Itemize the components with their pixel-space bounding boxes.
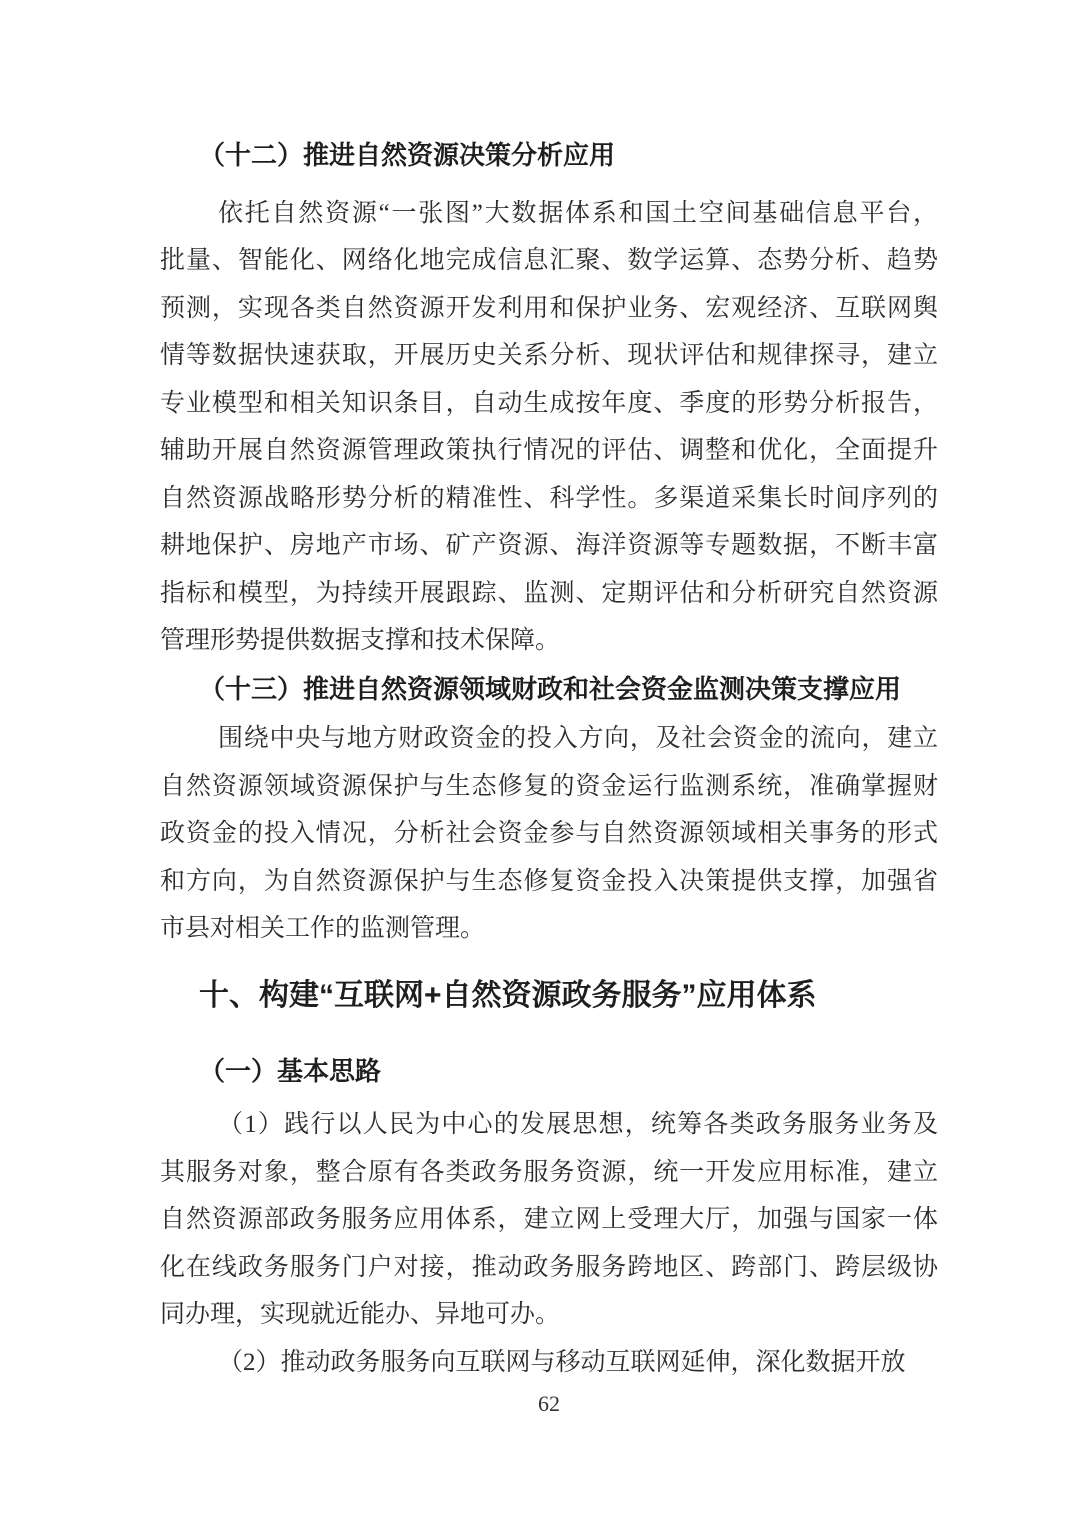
text-line: 自然资源战略形势分析的精准性、科学性。多渠道采集长时间序列的 xyxy=(160,484,938,512)
text-line: 和方向，为自然资源保护与生态修复资金投入决策提供支撑，加强省 xyxy=(160,867,938,895)
text-line: 辅助开展自然资源管理政策执行情况的评估、调整和优化，全面提升 xyxy=(160,437,938,464)
paragraph-basic-idea-2 xyxy=(160,1339,938,1387)
text-line: 市县对相关工作的监测管理。 xyxy=(160,915,486,942)
text-line: 同办理，实现就近能办、异地可办。 xyxy=(160,1301,561,1328)
text-line: 专业模型和相关知识条目，自动生成按年度、季度的形势分析报告， xyxy=(160,389,938,417)
text-line: 管理形势提供数据支撑和技术保障。 xyxy=(160,627,561,654)
text-line: 政资金的投入情况，分析社会资金参与自然资源领域相关事务的形式 xyxy=(160,820,938,847)
text-line: （1）践行以人民为中心的发展思想，统筹各类政务服务业务及 xyxy=(218,1111,938,1138)
text-line: 化在线政务服务门户对接，推动政务服务跨地区、跨部门、跨层级协 xyxy=(160,1253,938,1281)
text-line: 批量、智能化、网络化地完成信息汇聚、数学运算、态势分析、趋势 xyxy=(160,247,938,274)
page-content xyxy=(160,132,938,1386)
text-line: 自然资源领域资源保护与生态修复的资金运行监测系统，准确掌握财 xyxy=(160,772,938,800)
page-number: 62 xyxy=(538,1391,560,1416)
text-line: （2）推动政务服务向互联网与移动互联网延伸，深化数据开放 xyxy=(218,1348,906,1376)
section-heading-1-basic-ideas: （一）基本思路 xyxy=(199,1055,382,1086)
text-line: 其服务对象，整合原有各类政务服务资源，统一开发应用标准，建立 xyxy=(160,1158,938,1186)
paragraph-fund-monitoring xyxy=(160,715,938,953)
section-heading-13: （十三）推进自然资源领域财政和社会资金监测决策支撑应用 xyxy=(199,673,902,704)
text-line: 依托自然资源“一张图”大数据体系和国土空间基础信息平台， xyxy=(218,199,938,227)
text-line: 情等数据快速获取，开展历史关系分析、现状评估和规律探寻，建立 xyxy=(160,342,938,369)
text-line: 指标和模型，为持续开展跟踪、监测、定期评估和分析研究自然资源 xyxy=(160,579,938,607)
text-line: 耕地保护、房地产市场、矿产资源、海洋资源等专题数据，不断丰富 xyxy=(160,532,938,559)
section-heading-12: （十二）推进自然资源决策分析应用 xyxy=(199,140,616,170)
paragraph-basic-idea-1 xyxy=(160,1101,938,1339)
text-line: 围绕中央与地方财政资金的投入方向，及社会资金的流向，建立 xyxy=(218,725,938,752)
text-line: 预测，实现各类自然资源开发利用和保护业务、宏观经济、互联网舆 xyxy=(160,294,938,322)
chapter-heading-10: 十、构建“互联网+自然资源政务服务”应用体系 xyxy=(199,978,817,1012)
text-line: 自然资源部政务服务应用体系，建立网上受理大厅，加强与国家一体 xyxy=(160,1206,938,1233)
paragraph-decision-analysis xyxy=(160,190,938,665)
